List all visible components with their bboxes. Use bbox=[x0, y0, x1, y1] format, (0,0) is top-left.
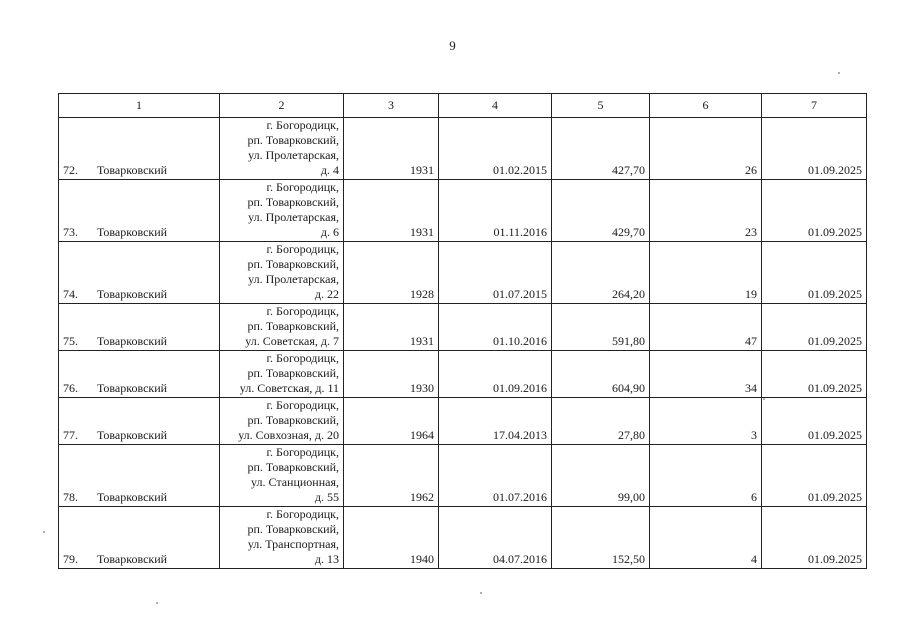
address-line: ул. Советская, д. 7 bbox=[245, 334, 339, 348]
address-line: г. Богородицк, bbox=[266, 304, 339, 318]
address-line: ул. Совхозная, д. 20 bbox=[238, 428, 339, 442]
address-line: г. Богородицк, bbox=[266, 398, 339, 412]
column-header: 5 bbox=[552, 94, 650, 118]
deadline-cell: 01.09.2025 bbox=[762, 398, 867, 445]
row-number: 78. bbox=[63, 490, 78, 504]
address-cell bbox=[220, 118, 344, 180]
area-cell: 264,20 bbox=[552, 242, 650, 304]
address-line: д. 55 bbox=[314, 490, 339, 504]
housing-table bbox=[58, 93, 867, 569]
table-row bbox=[59, 304, 867, 351]
address-line: рп. Товарковский, bbox=[247, 366, 339, 380]
district-cell bbox=[59, 445, 220, 507]
year-cell: 1931 bbox=[344, 304, 439, 351]
table-row bbox=[59, 242, 867, 304]
address-line: г. Богородицк, bbox=[266, 507, 339, 521]
address-line: г. Богородицк, bbox=[266, 180, 339, 194]
district-name: Товарковский bbox=[97, 490, 168, 504]
year-cell: 1962 bbox=[344, 445, 439, 507]
row-number: 74. bbox=[63, 287, 78, 301]
year-cell: 1964 bbox=[344, 398, 439, 445]
area-cell: 604,90 bbox=[552, 351, 650, 398]
column-header: 7 bbox=[762, 94, 867, 118]
date-cell: 01.09.2016 bbox=[439, 351, 552, 398]
deadline-cell: 01.09.2025 bbox=[762, 118, 867, 180]
date-cell: 04.07.2016 bbox=[439, 507, 552, 569]
address-cell bbox=[220, 507, 344, 569]
address-cell bbox=[220, 445, 344, 507]
date-cell: 01.07.2016 bbox=[439, 445, 552, 507]
table-row bbox=[59, 398, 867, 445]
district-cell bbox=[59, 398, 220, 445]
year-cell: 1940 bbox=[344, 507, 439, 569]
count-cell: 34 bbox=[650, 351, 762, 398]
address-line: ул. Транспортная, bbox=[247, 537, 339, 551]
address-line: рп. Товарковский, bbox=[247, 460, 339, 474]
table-row bbox=[59, 351, 867, 398]
table-row bbox=[59, 180, 867, 242]
area-cell: 429,70 bbox=[552, 180, 650, 242]
district-cell bbox=[59, 242, 220, 304]
row-number: 76. bbox=[63, 381, 78, 395]
address-line: ул. Пролетарская, bbox=[248, 272, 339, 286]
address-line: ул. Советская, д. 11 bbox=[239, 381, 339, 395]
address-line: г. Богородицк, bbox=[266, 118, 339, 132]
district-name: Товарковский bbox=[97, 287, 168, 301]
district-cell bbox=[59, 118, 220, 180]
row-number: 73. bbox=[63, 225, 78, 239]
district-name: Товарковский bbox=[97, 428, 168, 442]
row-number: 77. bbox=[63, 428, 78, 442]
deadline-cell: 01.09.2025 bbox=[762, 351, 867, 398]
deadline-cell: 01.09.2025 bbox=[762, 304, 867, 351]
date-cell: 01.07.2015 bbox=[439, 242, 552, 304]
address-cell bbox=[220, 304, 344, 351]
address-line: ул. Пролетарская, bbox=[248, 210, 339, 224]
deadline-cell: 01.09.2025 bbox=[762, 507, 867, 569]
district-name: Товарковский bbox=[97, 381, 168, 395]
row-number: 75. bbox=[63, 334, 78, 348]
address-line: рп. Товарковский, bbox=[247, 195, 339, 209]
address-line: д. 4 bbox=[320, 163, 339, 177]
row-number: 72. bbox=[63, 163, 78, 177]
district-cell bbox=[59, 304, 220, 351]
count-cell: 3 bbox=[650, 398, 762, 445]
district-cell bbox=[59, 507, 220, 569]
count-cell: 4 bbox=[650, 507, 762, 569]
deadline-cell: 01.09.2025 bbox=[762, 445, 867, 507]
count-cell: 19 bbox=[650, 242, 762, 304]
column-header: 2 bbox=[220, 94, 344, 118]
area-cell: 427,70 bbox=[552, 118, 650, 180]
year-cell: 1931 bbox=[344, 118, 439, 180]
address-line: д. 6 bbox=[320, 225, 339, 239]
column-header: 6 bbox=[650, 94, 762, 118]
district-cell bbox=[59, 351, 220, 398]
area-cell: 99,00 bbox=[552, 445, 650, 507]
count-cell: 6 bbox=[650, 445, 762, 507]
address-line: д. 22 bbox=[314, 287, 339, 301]
deadline-cell: 01.09.2025 bbox=[762, 242, 867, 304]
count-cell: 47 bbox=[650, 304, 762, 351]
address-line: г. Богородицк, bbox=[266, 445, 339, 459]
district-name: Товарковский bbox=[97, 552, 168, 566]
count-cell: 23 bbox=[650, 180, 762, 242]
year-cell: 1928 bbox=[344, 242, 439, 304]
address-line: г. Богородицк, bbox=[266, 242, 339, 256]
date-cell: 01.11.2016 bbox=[439, 180, 552, 242]
district-name: Товарковский bbox=[97, 163, 168, 177]
row-number: 79. bbox=[63, 552, 78, 566]
address-line: ул. Пролетарская, bbox=[248, 148, 339, 162]
date-cell: 01.02.2015 bbox=[439, 118, 552, 180]
date-cell: 01.10.2016 bbox=[439, 304, 552, 351]
deadline-cell: 01.09.2025 bbox=[762, 180, 867, 242]
table-row bbox=[59, 445, 867, 507]
address-cell bbox=[220, 351, 344, 398]
date-cell: 17.04.2013 bbox=[439, 398, 552, 445]
address-line: рп. Товарковский, bbox=[247, 133, 339, 147]
address-line: рп. Товарковский, bbox=[247, 522, 339, 536]
address-line: рп. Товарковский, bbox=[247, 413, 339, 427]
district-name: Товарковский bbox=[97, 334, 168, 348]
area-cell: 27,80 bbox=[552, 398, 650, 445]
page-number: 9 bbox=[449, 38, 456, 53]
header-row bbox=[59, 94, 867, 118]
address-line: г. Богородицк, bbox=[266, 351, 339, 365]
district-cell bbox=[59, 180, 220, 242]
column-header: 4 bbox=[439, 94, 552, 118]
address-line: ул. Станционная, bbox=[251, 475, 339, 489]
address-line: рп. Товарковский, bbox=[247, 319, 339, 333]
address-line: рп. Товарковский, bbox=[247, 257, 339, 271]
area-cell: 152,50 bbox=[552, 507, 650, 569]
table-row bbox=[59, 507, 867, 569]
year-cell: 1931 bbox=[344, 180, 439, 242]
district-name: Товарковский bbox=[97, 225, 168, 239]
year-cell: 1930 bbox=[344, 351, 439, 398]
area-cell: 591,80 bbox=[552, 304, 650, 351]
address-cell bbox=[220, 180, 344, 242]
count-cell: 26 bbox=[650, 118, 762, 180]
address-line: д. 13 bbox=[314, 552, 339, 566]
column-header: 1 bbox=[59, 94, 220, 118]
column-header: 3 bbox=[344, 94, 439, 118]
table-row bbox=[59, 118, 867, 180]
address-cell bbox=[220, 242, 344, 304]
address-cell bbox=[220, 398, 344, 445]
